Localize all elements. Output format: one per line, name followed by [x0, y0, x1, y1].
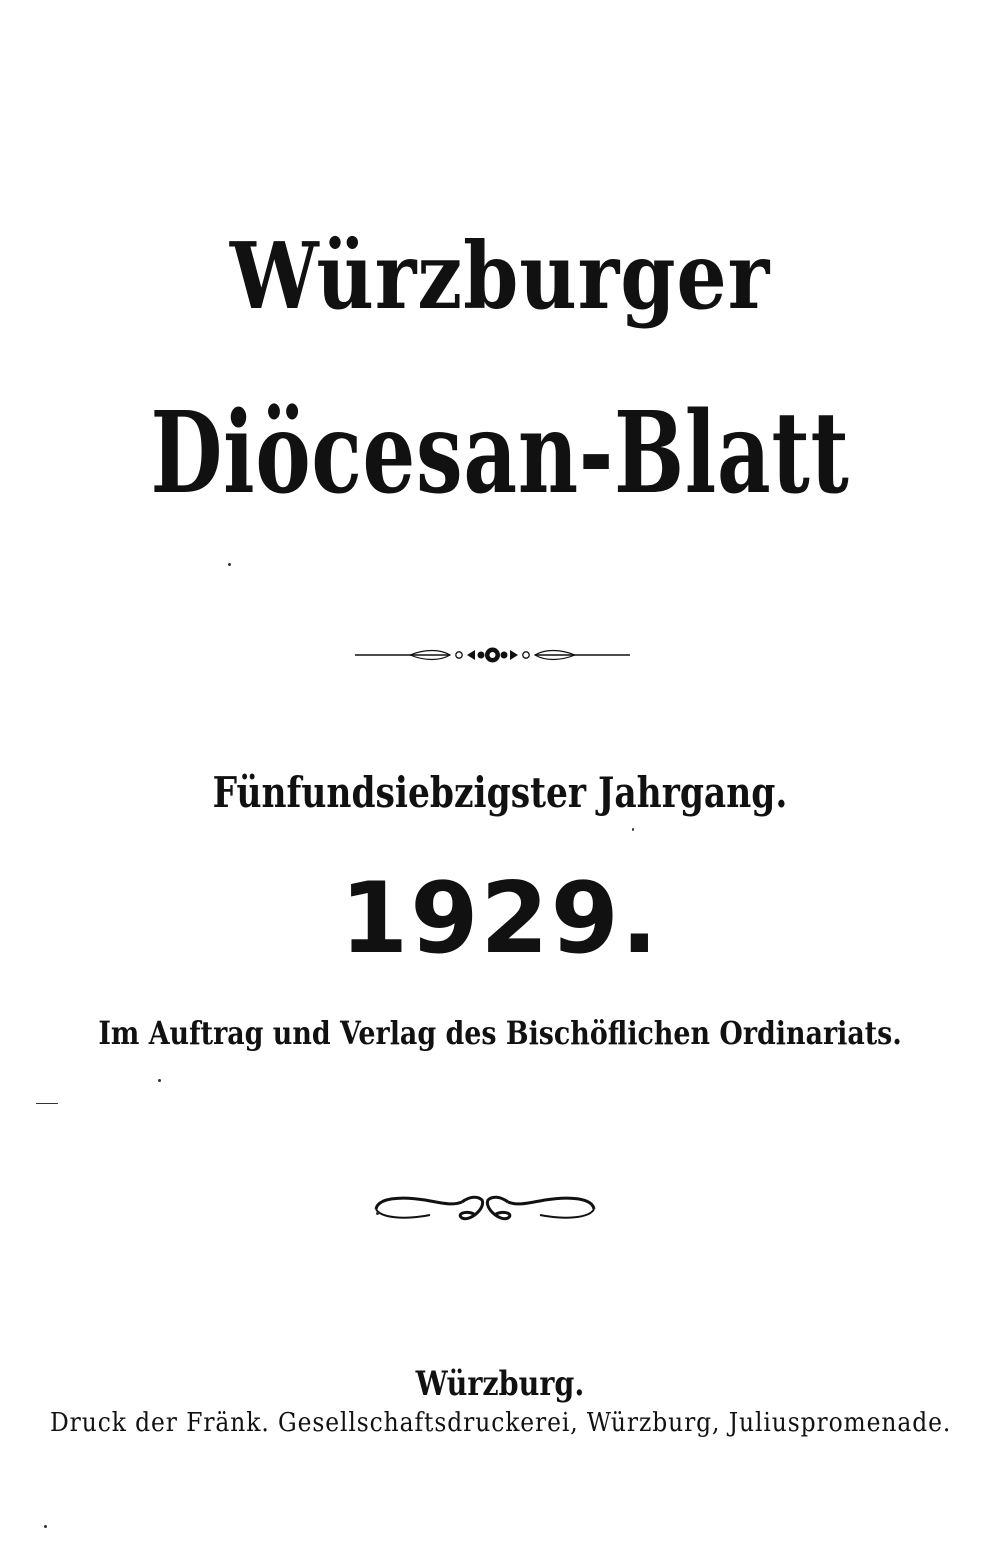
scan-speck — [632, 828, 634, 831]
scan-speck — [376, 1212, 379, 1215]
place-of-publication: Würzburg. — [415, 1364, 585, 1404]
flourish-ornament — [370, 1188, 600, 1230]
title-line-2: Diöcesan-Blatt — [150, 388, 850, 519]
volume-subtitle: Fünfundsiebzigster Jahrgang. — [212, 768, 788, 817]
year-heading: 1929. — [340, 862, 660, 976]
title-line-1: Würzburger — [229, 222, 771, 330]
scroll-rule-ornament — [355, 640, 630, 670]
scan-speck — [36, 1103, 58, 1104]
commission-line: Im Auftrag und Verlag des Bischöflichen Ordinariats. — [98, 1014, 902, 1052]
scan-speck — [44, 1525, 47, 1528]
printer-line: Druck der Fränk. Gesellschaftsdruckerei, Würzburg, Juliuspromenade. — [50, 1408, 952, 1438]
scan-speck — [158, 1079, 161, 1082]
scan-speck — [228, 563, 231, 566]
